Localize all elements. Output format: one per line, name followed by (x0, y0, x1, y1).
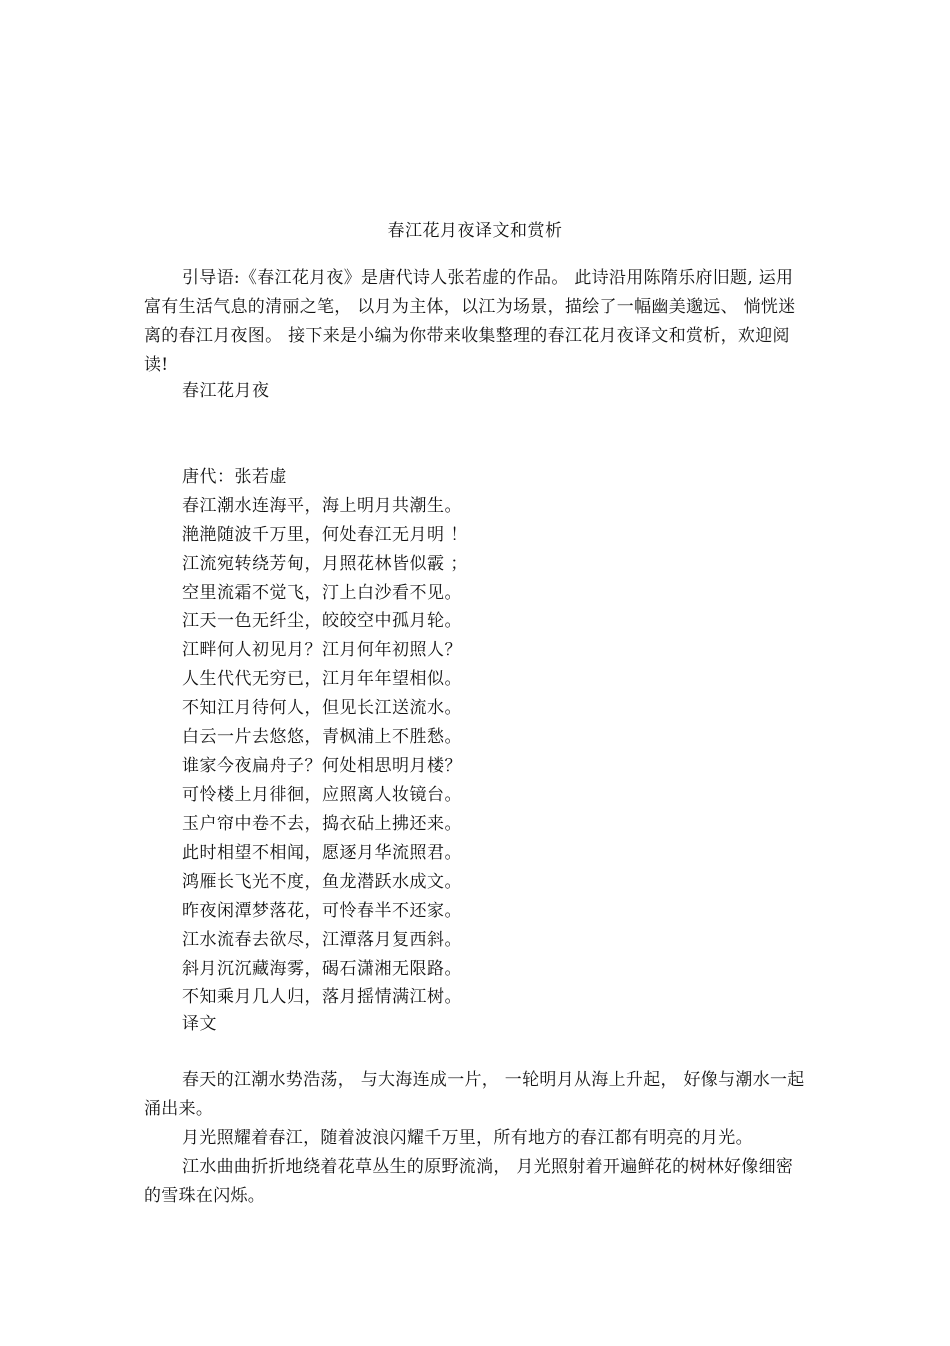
poem-line: 滟滟随波千万里，何处春江无月明 ！ (182, 525, 468, 545)
intro-paragraph: 引导语:《春江花月夜》是唐代诗人张若虚的作品。 此诗沿用陈隋乐府旧题, 运用富有生活气息的清丽之笔， 以月为主体，以江为场景，描绘了一幅幽美邈远、 惝恍迷离的春江月夜图。 接下来是小编为你带来收集整理的春江花月夜译文和赏析，欢迎阅读! (144, 268, 796, 375)
poem-line: 白云一片去悠悠，青枫浦上不胜愁。 (182, 727, 462, 747)
translation-paragraph: 月光照耀着春江，随着波浪闪耀千万里，所有地方的春江都有明亮的月光。 (182, 1128, 753, 1148)
poem-line: 人生代代无穷已，江月年年望相似。 (182, 669, 462, 689)
document-title: 春江花月夜译文和赏析 (387, 221, 563, 241)
poem-line: 玉户帘中卷不去，捣衣砧上拂还来。 (182, 814, 462, 834)
poem-line: 可怜楼上月徘徊，应照离人妆镜台。 (182, 785, 462, 805)
poem-line: 江水流春去欲尽，江潭落月复西斜。 (182, 930, 462, 950)
translation-paragraph: 春天的江潮水势浩荡， 与大海连成一片， 一轮明月从海上升起， 好像与潮水一起涌出来。 (144, 1070, 805, 1119)
translation-heading: 译文 (182, 1014, 217, 1034)
poem-line: 不知乘月几人归，落月摇情满江树。 (182, 987, 462, 1007)
poem-line: 江流宛转绕芳甸，月照花林皆似霰 ； (182, 554, 468, 574)
poem-line: 谁家今夜扁舟子？何处相思明月楼？ (182, 756, 462, 776)
translation-paragraph: 江水曲曲折折地绕着花草丛生的原野流淌， 月光照射着开遍鲜花的树林好像细密的雪珠在闪烁。 (144, 1157, 794, 1206)
poem-author: 唐代：张若虚 (182, 467, 287, 487)
poem-line: 此时相望不相闻，愿逐月华流照君。 (182, 843, 462, 863)
poem-line: 不知江月待何人，但见长江送流水。 (182, 698, 462, 718)
poem-heading: 春江花月夜 (182, 381, 270, 401)
poem-line: 鸿雁长飞光不度，鱼龙潜跃水成文。 (182, 872, 462, 892)
poem-line: 春江潮水连海平，海上明月共潮生。 (182, 496, 462, 516)
poem-line: 昨夜闲潭梦落花，可怜春半不还家。 (182, 901, 462, 921)
poem-line: 空里流霜不觉飞，汀上白沙看不见。 (182, 583, 462, 603)
poem-line: 江畔何人初见月？江月何年初照人？ (182, 640, 462, 660)
poem-line: 江天一色无纤尘，皎皎空中孤月轮。 (182, 611, 462, 631)
poem-line: 斜月沉沉藏海雾，碣石潇湘无限路。 (182, 959, 462, 979)
